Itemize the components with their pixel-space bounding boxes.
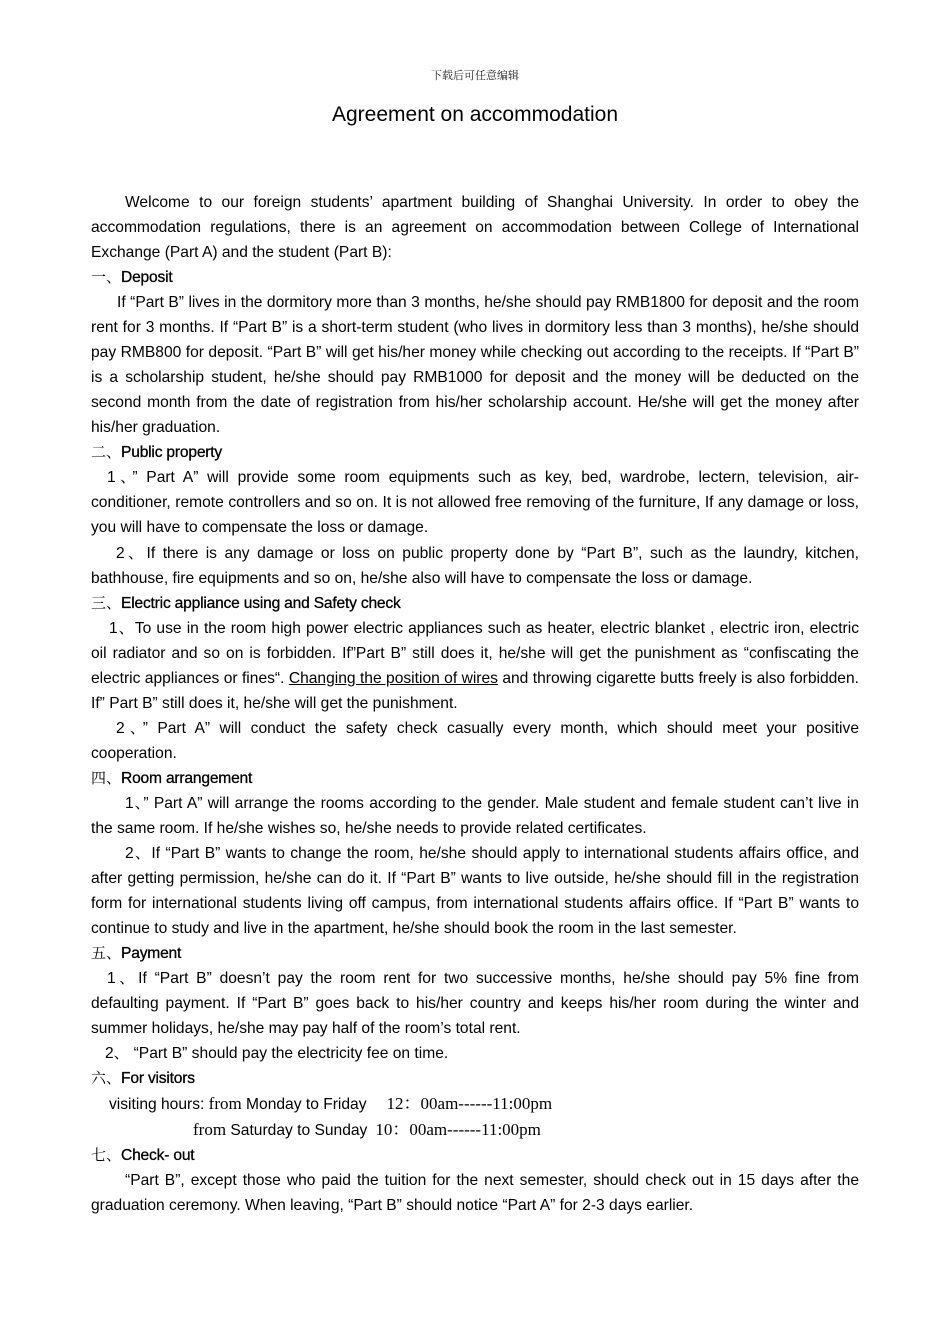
weekend-time: 10：00am------11:00pm bbox=[375, 1120, 541, 1139]
electric-paragraph-1 bbox=[91, 616, 859, 716]
section-heading-payment bbox=[91, 941, 859, 966]
electric-text-b: and throwing cigarette butts freely is also forbidden. If” Part B” still does it, he/she will get the punishment. bbox=[91, 670, 859, 712]
document-title: Agreement on accommodation bbox=[332, 103, 618, 126]
section-number: 三、 bbox=[91, 594, 122, 612]
section-heading-check-out bbox=[91, 1143, 859, 1168]
from-word: from bbox=[208, 1094, 242, 1113]
intro-paragraph: Welcome to our foreign students’ apartment building of Shanghai University. In order to obey the accommodation regulations, there is an agreement on accommodation between College of International Exchange (Part A) and the student (Part B): bbox=[91, 194, 859, 261]
section-title: Electric appliance using and Safety check bbox=[121, 595, 401, 612]
visiting-hours-weekday bbox=[91, 1091, 859, 1117]
section-heading-deposit bbox=[91, 265, 859, 290]
from-word: from bbox=[193, 1120, 227, 1139]
room-arrangement-paragraph-1: 1、” Part A” will arrange the rooms according to the gender. Male student and female student can’t live in the same room. If he/she wishes so, he/she needs to provide related certificates. bbox=[91, 795, 859, 837]
section-title: Public property bbox=[121, 444, 223, 461]
electric-text-a: 1、To use in the room high power electric appliances such as heater, electric blanket , electric iron, electric oil radiator and so on is forbidden. If”Part B” still does it, he/she will get the punishment as “confiscating the electric appliances or fines“. bbox=[91, 620, 859, 687]
payment-paragraph-1: 1、If “Part B” doesn’t pay the room rent for two successive months, he/she should pay 5% fine from defaulting payment. If “Part B” goes back to his/her country and keeps his/her room during the winter and summer holidays, he/she may pay half of the room’s total rent. bbox=[91, 970, 859, 1037]
visiting-hours-label: visiting hours: bbox=[109, 1096, 209, 1113]
section-number: 七、 bbox=[91, 1146, 122, 1164]
section-heading-electric-appliance bbox=[91, 591, 859, 616]
check-out-paragraph: “Part B”, except those who paid the tuition for the next semester, should check out in 15 days after the graduation ceremony. When leaving, “Part B” should notice “Part A” for 2-3 days earlier. bbox=[91, 1172, 859, 1214]
header-note: 下载后可任意编辑 bbox=[431, 69, 519, 82]
electric-paragraph-2: 2、” Part A” will conduct the safety check casually every month, which should meet your positive cooperation. bbox=[91, 720, 859, 762]
section-heading-public-property bbox=[91, 440, 859, 465]
section-number: 五、 bbox=[91, 944, 122, 962]
public-property-paragraph-1: 1、” Part A” will provide some room equipments such as key, bed, wardrobe, lectern, television, air-conditioner, remote controllers and so on. It is not allowed free removing of the furniture, If any damage or loss, you will have to compensate the loss or damage. bbox=[91, 469, 859, 536]
public-property-paragraph-2: 2、If there is any damage or loss on public property done by “Part B”, such as the laundry, kitchen, bathhouse, fire equipments and so on, he/she also will have to compensate the loss or damage. bbox=[91, 545, 859, 587]
visiting-hours-weekend bbox=[91, 1117, 859, 1143]
section-number: 二、 bbox=[91, 443, 122, 461]
weekend-range: Saturday to Sunday bbox=[226, 1122, 368, 1139]
section-title: Check- out bbox=[121, 1147, 195, 1164]
deposit-paragraph: If “Part B” lives in the dormitory more than 3 months, he/she should pay RMB1800 for deposit and the room rent for 3 months. If “Part B” is a short-term student (who lives in dormitory less than 3 months), he/she should pay RMB800 for deposit. “Part B” will get his/her money while checking out according to the receipts. If “Part B” is a scholarship student, he/she should pay RMB1000 for deposit and the money will be deducted on the second month from the date of registration from his/her scholarship account. He/she will get the money after his/her graduation. bbox=[91, 294, 859, 436]
section-title: Deposit bbox=[121, 269, 173, 286]
section-number: 一、 bbox=[91, 268, 122, 286]
weekday-time: 12：00am------11:00pm bbox=[386, 1094, 553, 1113]
section-heading-visitors bbox=[91, 1066, 859, 1091]
section-number: 六、 bbox=[91, 1069, 122, 1087]
section-title: Room arrangement bbox=[121, 770, 253, 787]
section-title: For visitors bbox=[121, 1070, 195, 1087]
weekday-range: Monday to Friday bbox=[241, 1096, 367, 1113]
room-arrangement-paragraph-2: 2、If “Part B” wants to change the room, he/she should apply to international students affairs office, and after getting permission, he/she can do it. If “Part B” wants to live outside, he/she should fill in the registration form for international students living off campus, from international students affairs office. If “Part B” wants to continue to study and live in the apartment, he/she should book the room in the last semester. bbox=[91, 845, 859, 937]
underlined-text: Changing the position of wires bbox=[288, 670, 498, 687]
section-title: Payment bbox=[121, 945, 182, 962]
payment-paragraph-2: 2、 “Part B” should pay the electricity fee on time. bbox=[105, 1045, 449, 1062]
document-body bbox=[91, 190, 859, 1218]
section-heading-room-arrangement bbox=[91, 766, 859, 791]
section-number: 四、 bbox=[91, 769, 122, 787]
